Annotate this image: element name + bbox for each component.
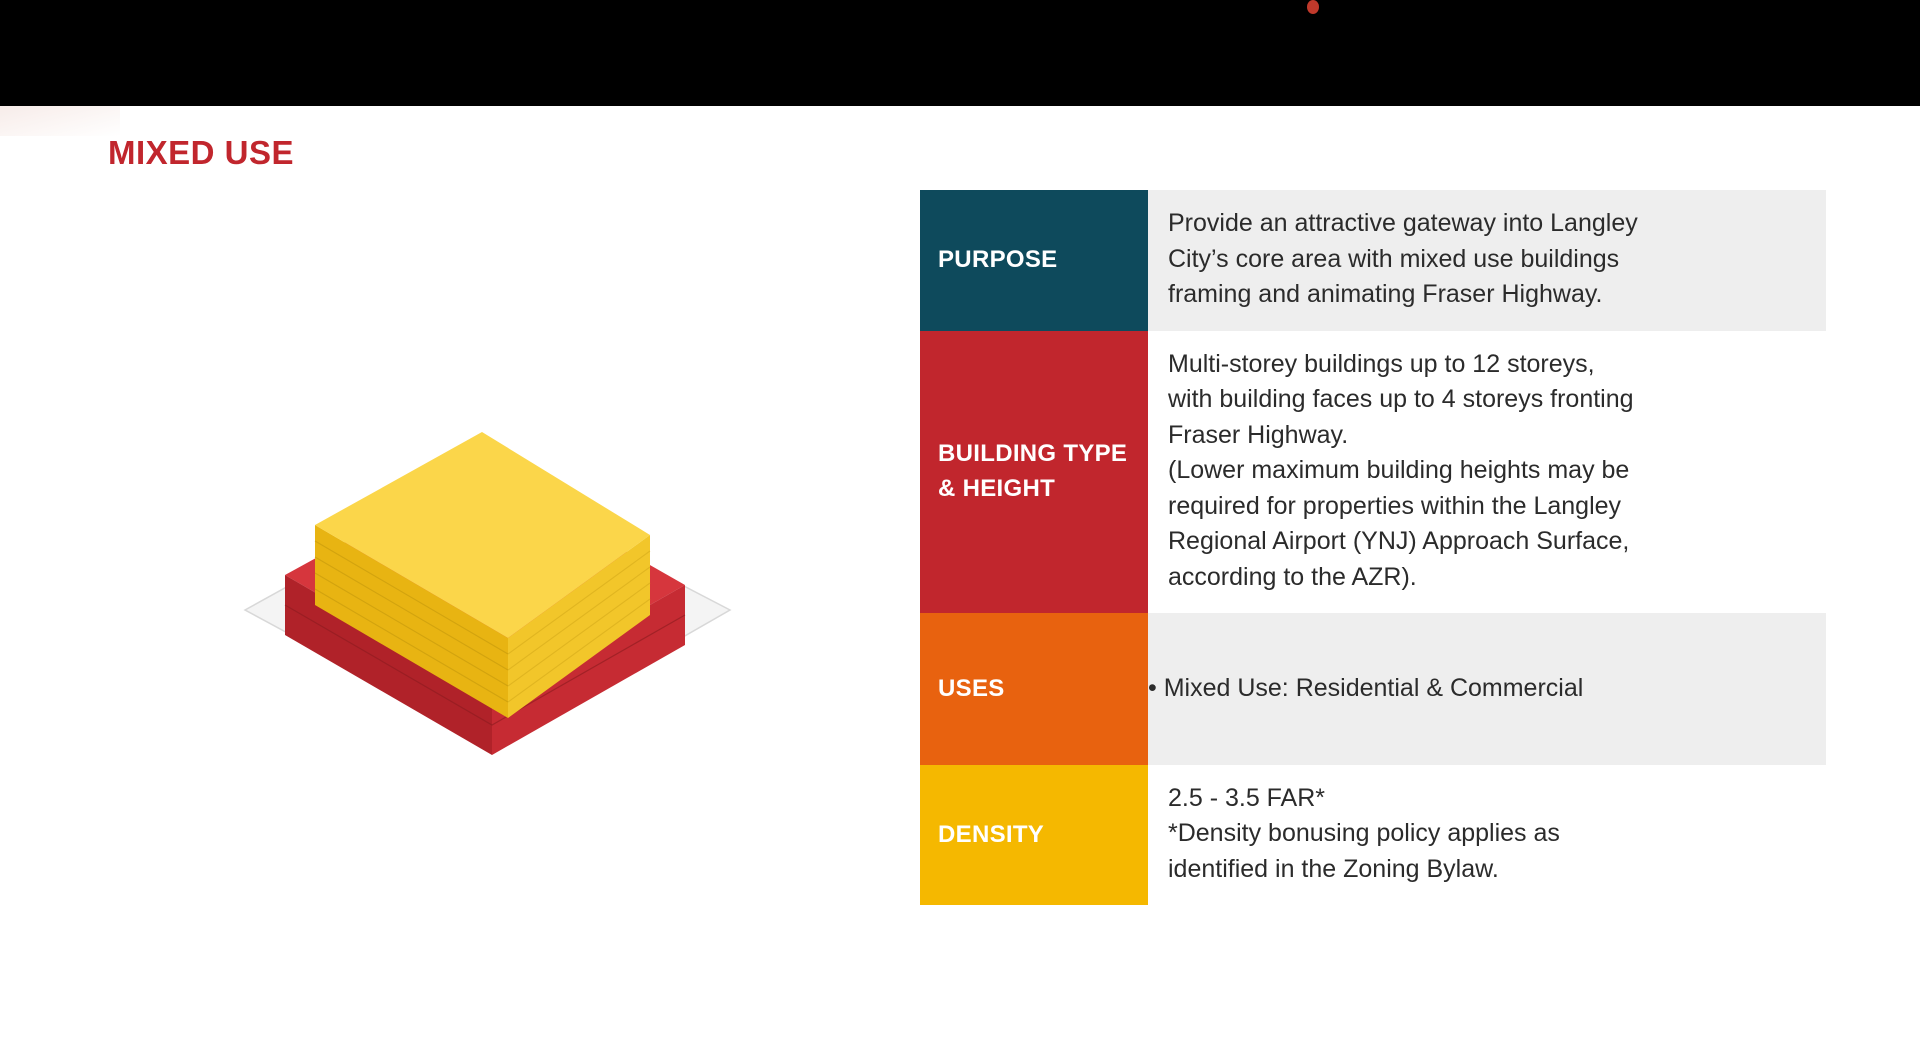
bullet-item — [1148, 671, 1802, 707]
table-row — [920, 190, 1826, 331]
value-line: identified in the Zoning Bylaw. — [1168, 854, 1499, 883]
bullet-text: Mixed Use: Residential & Commercial — [1163, 674, 1584, 702]
value-line: *Density bonusing policy applies as — [1168, 819, 1560, 847]
massing-diagram-svg — [230, 360, 830, 780]
page-title: MIXED USE — [108, 134, 295, 171]
value-line: (Lower maximum building heights may be — [1168, 456, 1630, 484]
row-label-density: DENSITY — [920, 765, 1148, 906]
top-letterbox-bar — [0, 0, 1920, 106]
table-row — [920, 765, 1826, 906]
value-line: Multi-storey buildings up to 12 storeys, — [1168, 349, 1595, 378]
row-value-density — [1148, 765, 1826, 906]
row-label-uses: USES — [920, 613, 1148, 765]
zoning-spec-table — [920, 190, 1826, 905]
table-row — [920, 613, 1826, 765]
row-label-purpose: PURPOSE — [920, 190, 1148, 331]
value-line: required for properties within the Langley — [1168, 491, 1622, 520]
value-line: Fraser Highway. — [1168, 420, 1349, 449]
bullet-dot-icon: • — [1148, 674, 1157, 702]
massing-diagram — [230, 360, 830, 780]
row-value-building-type-height — [1148, 331, 1826, 614]
value-line: 2.5 - 3.5 FAR* — [1168, 783, 1326, 812]
value-line: City’s core area with mixed use buildings — [1168, 244, 1620, 273]
row-value-uses — [1148, 613, 1826, 765]
row-value-purpose — [1148, 190, 1826, 331]
value-line: framing and animating Fraser Highway. — [1168, 280, 1603, 308]
value-line: Regional Airport (YNJ) Approach Surface, — [1168, 527, 1630, 555]
value-line: Provide an attractive gateway into Langley — [1168, 209, 1638, 237]
row-label-building-type-height: BUILDING TYPE & HEIGHT — [920, 331, 1148, 614]
value-line: according to the AZR). — [1168, 562, 1417, 591]
table-row — [920, 331, 1826, 614]
value-line: with building faces up to 4 storeys fronting — [1168, 385, 1634, 413]
corner-wash-decoration — [0, 106, 120, 136]
recording-dot-icon — [1307, 0, 1319, 14]
